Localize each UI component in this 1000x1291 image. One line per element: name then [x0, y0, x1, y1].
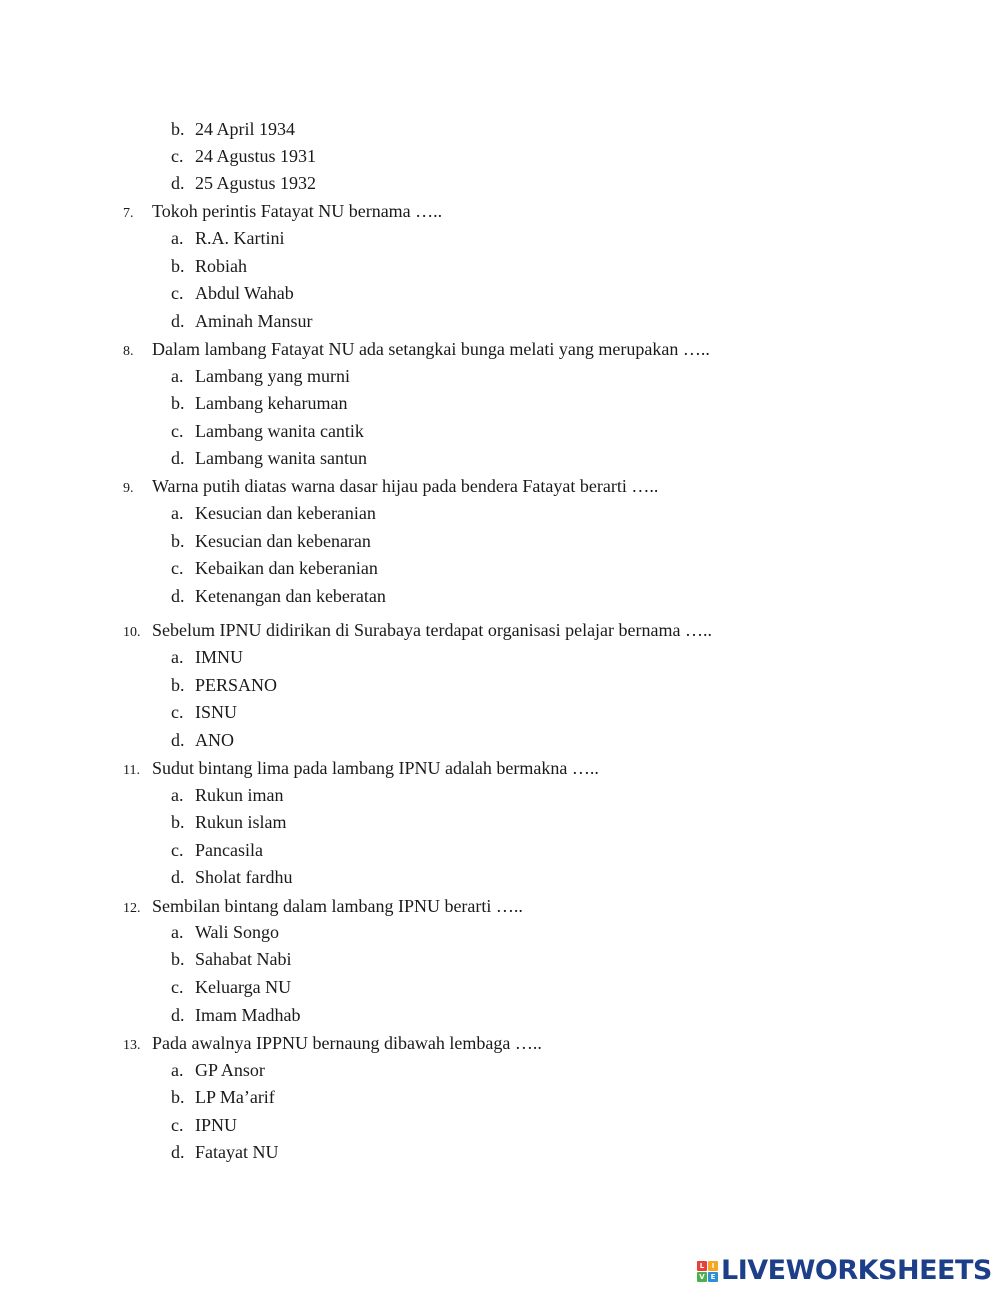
liveworksheets-logo-icon [697, 1261, 718, 1282]
option-letter: d. [171, 867, 185, 887]
option-text: Imam Madhab [195, 1005, 301, 1025]
option-text: Robiah [195, 256, 247, 276]
option-7d [171, 310, 312, 332]
option-letter: b. [171, 393, 185, 413]
option-letter: b. [171, 531, 185, 551]
option-13d [171, 1141, 278, 1163]
logo-icon-tile: L [697, 1261, 707, 1271]
question-text: Tokoh perintis Fatayat NU bernama ….. [152, 201, 443, 221]
option-text: ANO [195, 730, 234, 750]
question-text: Warna putih diatas warna dasar hijau pada bendera Fatayat berarti ….. [152, 476, 659, 496]
option-12c [171, 976, 291, 998]
option-text: Sahabat Nabi [195, 949, 292, 969]
option-letter: b. [171, 675, 185, 695]
option-text: Abdul Wahab [195, 283, 294, 303]
option-text: Ketenangan dan keberatan [195, 586, 386, 606]
option-11a [171, 784, 284, 806]
option-prev-b [171, 118, 295, 140]
option-letter: c. [171, 1115, 184, 1135]
option-letter: d. [171, 1005, 185, 1025]
option-letter: a. [171, 922, 184, 942]
question-text: Dalam lambang Fatayat NU ada setangkai bunga melati yang merupakan ….. [152, 339, 710, 359]
option-letter: c. [171, 558, 184, 578]
option-letter: a. [171, 366, 184, 386]
option-letter: b. [171, 812, 185, 832]
question-11 [123, 757, 599, 782]
option-letter: a. [171, 228, 184, 248]
option-11b [171, 811, 287, 833]
logo-icon-tile: E [708, 1272, 718, 1282]
question-text: Sembilan bintang dalam lambang IPNU berarti ….. [152, 896, 523, 916]
liveworksheets-logo [697, 1255, 992, 1287]
option-7c [171, 282, 294, 304]
option-text: R.A. Kartini [195, 228, 285, 248]
option-11d [171, 866, 292, 888]
option-7a [171, 227, 285, 249]
option-letter: d. [171, 311, 185, 331]
option-letter: d. [171, 173, 185, 193]
option-text: Fatayat NU [195, 1142, 279, 1162]
option-text: 24 Agustus 1931 [195, 146, 317, 166]
option-text: Sholat fardhu [195, 867, 293, 887]
option-text: PERSANO [195, 675, 278, 695]
option-letter: c. [171, 702, 184, 722]
option-text: 25 Agustus 1932 [195, 173, 317, 193]
option-9c [171, 557, 378, 579]
option-text: GP Ansor [195, 1060, 265, 1080]
question-7 [123, 200, 442, 225]
option-text: Keluarga NU [195, 977, 292, 997]
option-letter: a. [171, 503, 184, 523]
option-11c [171, 839, 263, 861]
question-12 [123, 895, 523, 920]
option-letter: b. [171, 1087, 185, 1107]
option-text: Rukun islam [195, 812, 287, 832]
option-text: LP Ma’arif [195, 1087, 275, 1107]
option-text: Lambang wanita cantik [195, 421, 364, 441]
option-10c [171, 701, 237, 723]
option-text: Pancasila [195, 840, 263, 860]
question-number: 9. [123, 481, 134, 496]
option-12d [171, 1004, 300, 1026]
option-letter: c. [171, 840, 184, 860]
option-prev-d [171, 172, 316, 194]
option-8a [171, 365, 350, 387]
question-number: 13. [123, 1038, 141, 1053]
option-text: Lambang keharuman [195, 393, 348, 413]
logo-icon-tile: V [697, 1272, 707, 1282]
option-text: Lambang yang murni [195, 366, 350, 386]
option-text: Kebaikan dan keberanian [195, 558, 378, 578]
option-10d [171, 729, 234, 751]
option-8c [171, 420, 364, 442]
option-letter: d. [171, 448, 185, 468]
question-13 [123, 1032, 542, 1057]
question-text: Sudut bintang lima pada lambang IPNU adalah bermakna ….. [152, 758, 599, 778]
question-text: Pada awalnya IPPNU bernaung dibawah lembaga ….. [152, 1033, 542, 1053]
option-letter: a. [171, 647, 184, 667]
option-text: Wali Songo [195, 922, 280, 942]
option-8d [171, 447, 367, 469]
question-number: 12. [123, 901, 141, 916]
option-7b [171, 255, 247, 277]
option-9d [171, 585, 386, 607]
option-letter: b. [171, 119, 185, 139]
option-10b [171, 674, 277, 696]
option-letter: c. [171, 421, 184, 441]
option-prev-c [171, 145, 316, 167]
option-letter: c. [171, 977, 184, 997]
option-text: 24 April 1934 [195, 119, 296, 139]
question-number: 11. [123, 763, 140, 778]
option-letter: b. [171, 949, 185, 969]
logo-text: LIVEWORKSHEETS [721, 1255, 992, 1286]
option-12b [171, 948, 291, 970]
question-10 [123, 619, 712, 644]
option-8b [171, 392, 347, 414]
option-letter: b. [171, 256, 185, 276]
question-number: 8. [123, 344, 134, 359]
question-number: 7. [123, 206, 134, 221]
option-letter: c. [171, 146, 184, 166]
option-9b [171, 530, 371, 552]
option-letter: a. [171, 785, 184, 805]
option-text: Kesucian dan keberanian [195, 503, 376, 523]
question-number: 10. [123, 625, 141, 640]
option-9a [171, 502, 376, 524]
option-13a [171, 1059, 265, 1081]
logo-icon-tile: I [708, 1261, 718, 1271]
option-10a [171, 646, 243, 668]
option-letter: d. [171, 730, 185, 750]
option-text: Lambang wanita santun [195, 448, 367, 468]
option-letter: d. [171, 586, 185, 606]
option-text: IMNU [195, 647, 243, 667]
option-12a [171, 921, 279, 943]
option-text: IPNU [195, 1115, 238, 1135]
option-text: Kesucian dan kebenaran [195, 531, 371, 551]
question-8 [123, 338, 710, 363]
option-text: Rukun iman [195, 785, 284, 805]
option-13c [171, 1114, 237, 1136]
option-letter: c. [171, 283, 184, 303]
option-letter: a. [171, 1060, 184, 1080]
option-letter: d. [171, 1142, 185, 1162]
option-13b [171, 1086, 275, 1108]
option-text: ISNU [195, 702, 238, 722]
question-text: Sebelum IPNU didirikan di Surabaya terdapat organisasi pelajar bernama ….. [152, 620, 713, 640]
question-9 [123, 475, 658, 500]
option-text: Aminah Mansur [195, 311, 313, 331]
